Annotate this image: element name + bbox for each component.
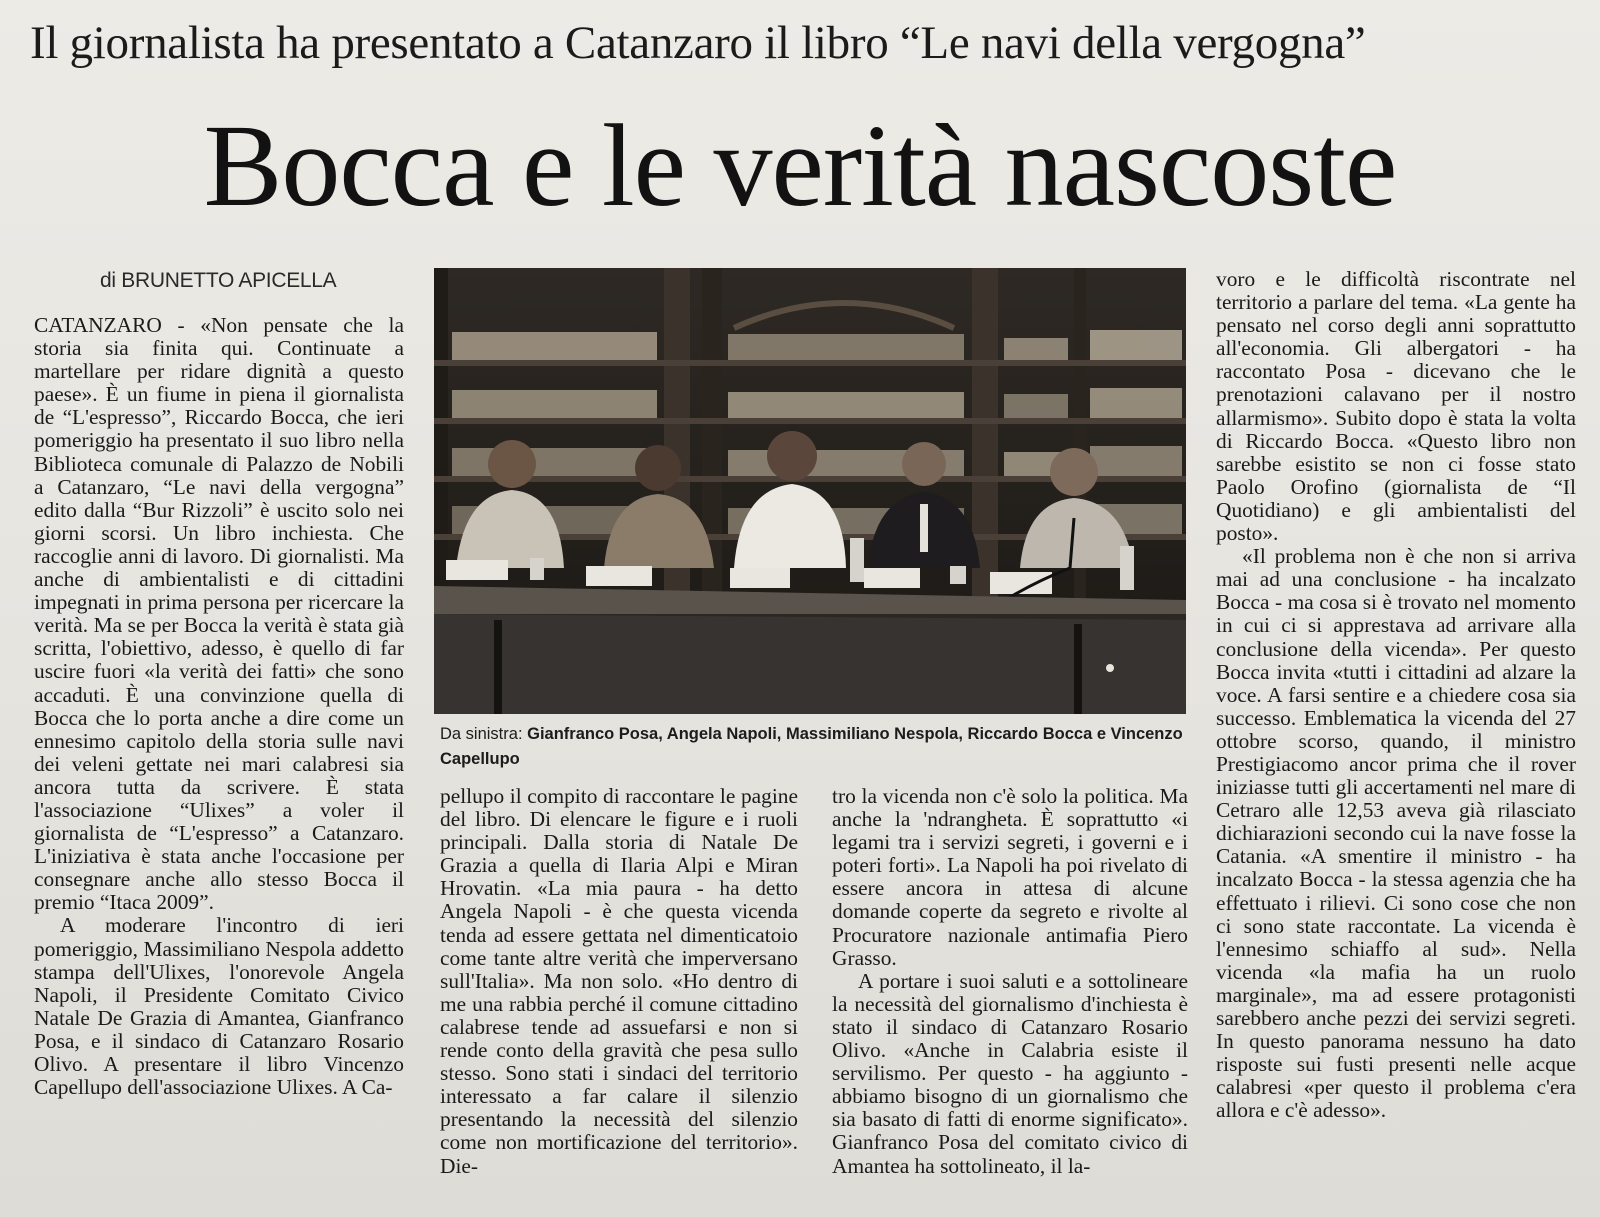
press-conference-illustration xyxy=(434,268,1186,714)
paragraph: tro la vicenda non c'è solo la politica. Ma anche la 'ndrangheta. È soprattutto «i legami tra i servizi segreti, i governi e i poteri forti». La Napoli ha poi rivelato di essere ancora in attesa di alcune domande coperte da segreto e rivolte al Procuratore nazionale antimafia Piero Grasso. xyxy=(832,785,1188,970)
caption-names: Gianfranco Posa, Angela Napoli, Massimiliano Nespola, Riccardo Bocca e Vincenzo Capellupo xyxy=(440,725,1183,768)
paragraph: «Il problema non è che non si arriva mai ad una conclusione - ha incalzato Bocca - ma cosa si è trovato nel momento in cui ci si apprestava ad arrivare alla conclusione della vicenda». Per questo Bocca invita «tutti i cittadini ad alzare la voce. A farsi sentire e a chiedere cosa sia successo. Emblematica la vicenda del 27 ottobre scorso, quando, il ministro Prestigiacomo ancor prima che il rover iniziasse tutti gli accertamenti nel mare di Cetraro alle 12,53 aveva già rilasciato dichiarazioni secondo cui la nave fosse la Catania. «A smentire il ministro - ha incalzato Bocca - la stessa agenzia che ha effettuato i rilievi. Ci sono cose che non ci sono state raccontate. La vicenda è l'ennesimo schiaffo al sud». Nella vicenda «la mafia ha un ruolo marginale», ma ad essere protagonisti sarebbero anche pezzi dei servizi segreti. In questo panorama nessuno ha dato risposte sui fusti presenti nelle acque calabresi «per questo il problema c'era allora e c'è adesso». xyxy=(1216,544,1576,1123)
text-column-2 xyxy=(440,785,798,1207)
caption-prefix: Da sinistra: xyxy=(440,725,528,743)
paragraph: voro e le difficoltà riscontrate nel territorio a parlare del tema. «La gente ha pensato nel corso degli anni soprattutto all'economia. Gli albergatori - ha raccontato Posa - dicevano che le prenotazioni calavano per il nostro allarmismo». Subito dopo è stata la volta di Riccardo Bocca. «Questo libro non sarebbe esistito se non ci fosse stato Paolo Orofino (giornalista de “Il Quotidiano) e gli ambientalisti del posto». xyxy=(1216,268,1576,546)
paragraph: A moderare l'incontro di ieri pomeriggio, Massimiliano Nespola addetto stampa dell'Ulixes, l'onorevole Angela Napoli, il Presidente Comitato Civico Natale De Grazia di Amantea, Gianfranco Posa, e il sindaco di Catanzaro Rosario Olivo. A presentare il libro Vincenzo Capellupo dell'associazione Ulixes. A Ca- xyxy=(34,913,404,1100)
text-column-4 xyxy=(1216,268,1576,1207)
paragraph: CATANZARO - «Non pensate che la storia sia finita qui. Continuate a martellare per ridare dignità a questo paese». È un fiume in piena il giornalista de “L'espresso”, Riccardo Bocca, che ieri pomeriggio ha presentato il suo libro nella Biblioteca comunale di Palazzo de Nobili a Catanzaro, “Le navi della vergogna” edito dalla “Bur Rizzoli” è uscito solo nei giorni scorsi. Un libro inchiesta. Che raccoglie anni di lavoro. Di giornalisti. Ma anche di ambientalisti e di cittadini impegnati in prima persona per ricercare la verità. Ma se per Bocca la verità è stata già scritta, l'obiettivo, adesso, è quello di far uscire fuori «la verità dei fatti» che sono accaduti. È una convinzione quella di Bocca che lo porta anche a dire come un ennesimo capitolo della storia sulle navi dei veleni gettate nei mari calabresi sia ancora tutta da scrivere. È stata l'associazione “Ulixes” a voler il giornalista de “L'espresso” a Catanzaro. L'iniziativa è stata anche l'occasione per consegnare anche allo stesso Bocca il premio “Itaca 2009”. xyxy=(34,314,404,915)
text-column-3 xyxy=(832,785,1188,1207)
article-byline: di BRUNETTO APICELLA xyxy=(100,269,337,292)
article-headline: Bocca e le verità nascoste xyxy=(203,100,1397,231)
paragraph: A portare i suoi saluti e a sottolineare la necessità del giornalismo d'inchiesta è stato il sindaco di Catanzaro Rosario Olivo. «Anche in Calabria esiste il servilismo. Per questo - ha aggiunto - abbiamo bisogno di un giornalismo che sia basato di fatti di enorme significato». Gianfranco Posa del comitato civico di Amantea ha sottolineato, il la- xyxy=(832,968,1188,1178)
text-column-1 xyxy=(34,314,404,1207)
paragraph: pellupo il compito di raccontare le pagine del libro. Di elencare le figure e i ruoli principali. Dalla storia di Natale De Grazia a quella di Ilaria Alpi e Miran Hrovatin. «La mia paura - ha detto Angela Napoli - è che questa vicenda tenda ad essere gettata nel dimenticatoio come tante altre verità che imperversano sull'Italia». Ma non solo. «Ho dentro di me una rabbia perché il comune cittadino calabrese tende ad assuefarsi e non si rende conto della gravità che pesa sullo stesso. Sono stati i sindaci del territorio interessato a far calare il silenzio presentando la necessità del silenzio come non mortificazione del territorio». Die- xyxy=(440,785,798,1178)
article-kicker: Il giornalista ha presentato a Catanzaro il libro “Le navi della vergogna” xyxy=(30,17,1366,69)
photo-caption xyxy=(440,722,1186,772)
article-photo xyxy=(434,268,1186,714)
